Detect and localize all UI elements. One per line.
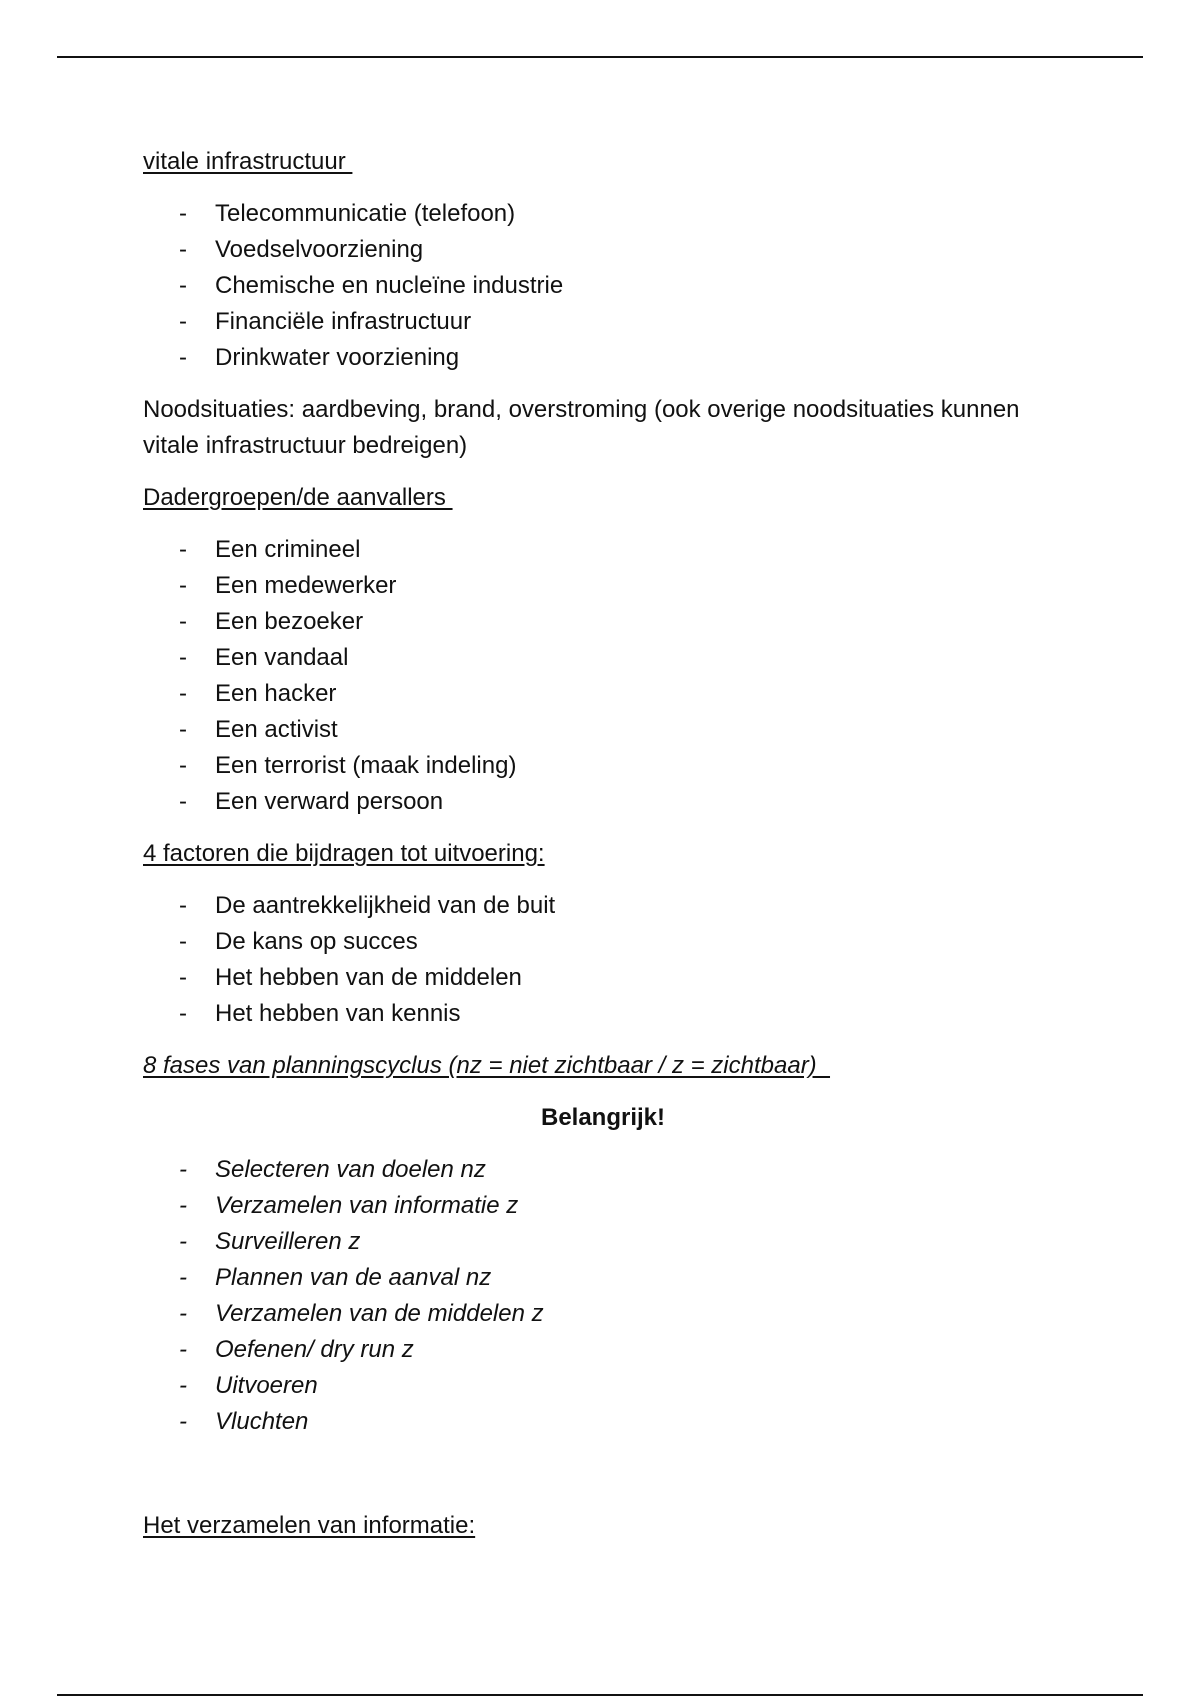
header-rule (57, 56, 1143, 58)
list-item-text: Drinkwater voorziening (215, 344, 460, 371)
list-item (143, 1332, 1063, 1368)
list-item (143, 268, 1063, 304)
list-item-text: Vluchten (215, 1408, 309, 1435)
list-item-text: Een verward persoon (215, 788, 444, 815)
dash-bullet-icon: - (179, 788, 187, 815)
heading-perpetrator-groups: Dadergroepen/de aanvallers (143, 484, 453, 511)
list-item-text: Financiële infrastructuur (215, 308, 472, 335)
dash-bullet-icon: - (179, 928, 187, 955)
list-item (143, 604, 1063, 640)
list-planning-phases (143, 1152, 1063, 1440)
dash-bullet-icon: - (179, 236, 187, 263)
list-item (143, 304, 1063, 340)
list-item-text: Plannen van de aanval nz (215, 1264, 492, 1291)
list-item (143, 1224, 1063, 1260)
dash-bullet-icon: - (179, 1300, 187, 1327)
dash-bullet-icon: - (179, 572, 187, 599)
list-item (143, 1260, 1063, 1296)
list-item-text: Chemische en nucleïne industrie (215, 272, 564, 299)
dash-bullet-icon: - (179, 1408, 187, 1435)
dash-bullet-icon: - (179, 716, 187, 743)
dash-bullet-icon: - (179, 272, 187, 299)
heading-information-gathering: Het verzamelen van informatie: (143, 1512, 476, 1539)
list-item (143, 784, 1063, 820)
dash-bullet-icon: - (179, 200, 187, 227)
document-body (143, 144, 1063, 1560)
footer-rule (57, 1694, 1143, 1696)
list-item-text: Oefenen/ dry run z (215, 1336, 414, 1363)
list-item (143, 996, 1063, 1032)
dash-bullet-icon: - (179, 680, 187, 707)
dash-bullet-icon: - (179, 892, 187, 919)
list-item (143, 568, 1063, 604)
dash-bullet-icon: - (179, 1000, 187, 1027)
list-perpetrator-groups (143, 532, 1063, 820)
list-item (143, 196, 1063, 232)
list-item (143, 888, 1063, 924)
list-item-text: Uitvoeren (215, 1372, 318, 1399)
list-item (143, 532, 1063, 568)
list-item (143, 712, 1063, 748)
list-item (143, 924, 1063, 960)
list-item-text: Een activist (215, 716, 338, 743)
list-item (143, 1152, 1063, 1188)
list-item-text: Een medewerker (215, 572, 397, 599)
dash-bullet-icon: - (179, 964, 187, 991)
list-item-text: De aantrekkelijkheid van de buit (215, 892, 556, 919)
dash-bullet-icon: - (179, 1372, 187, 1399)
list-item (143, 676, 1063, 712)
list-item-text: Een vandaal (215, 644, 349, 671)
list-item-text: Een crimineel (215, 536, 361, 563)
list-item-text: Voedselvoorziening (215, 236, 424, 263)
list-item (143, 748, 1063, 784)
list-item-text: Surveilleren z (215, 1228, 361, 1255)
list-item-text: Een bezoeker (215, 608, 364, 635)
dash-bullet-icon: - (179, 1264, 187, 1291)
list-item (143, 1188, 1063, 1224)
dash-bullet-icon: - (179, 1192, 187, 1219)
list-item-text: Selecteren van doelen nz (215, 1156, 486, 1183)
important-note: Belangrijk! (540, 1104, 666, 1131)
heading-factors: 4 factoren die bijdragen tot uitvoering: (143, 840, 545, 867)
spacer (143, 1456, 1063, 1508)
list-item-text: Telecommunicatie (telefoon) (215, 200, 516, 227)
heading-planning-phases: 8 fases van planningscyclus (nz = niet zichtbaar / z = zichtbaar) (143, 1052, 831, 1079)
heading-vital-infrastructure: vitale infrastructuur (143, 148, 353, 175)
list-item-text: Het hebben van kennis (215, 1000, 461, 1027)
list-item (143, 640, 1063, 676)
list-factors (143, 888, 1063, 1032)
dash-bullet-icon: - (179, 344, 187, 371)
list-vital-infrastructure (143, 196, 1063, 376)
list-item (143, 232, 1063, 268)
list-item (143, 340, 1063, 376)
list-item (143, 1368, 1063, 1404)
list-item-text: Verzamelen van informatie z (215, 1192, 519, 1219)
dash-bullet-icon: - (179, 536, 187, 563)
list-item-text: Een terrorist (maak indeling) (215, 752, 517, 779)
list-item-text: Het hebben van de middelen (215, 964, 522, 991)
paragraph-emergencies: Noodsituaties: aardbeving, brand, overstroming (ook overige noodsituaties kunnen vitale infrastructuur bedreigen) (143, 396, 1020, 459)
list-item-text: De kans op succes (215, 928, 418, 955)
dash-bullet-icon: - (179, 1156, 187, 1183)
dash-bullet-icon: - (179, 644, 187, 671)
list-item-text: Verzamelen van de middelen z (215, 1300, 544, 1327)
list-item (143, 1296, 1063, 1332)
list-item (143, 960, 1063, 996)
dash-bullet-icon: - (179, 608, 187, 635)
list-item-text: Een hacker (215, 680, 337, 707)
dash-bullet-icon: - (179, 1336, 187, 1363)
dash-bullet-icon: - (179, 308, 187, 335)
dash-bullet-icon: - (179, 752, 187, 779)
list-item (143, 1404, 1063, 1440)
dash-bullet-icon: - (179, 1228, 187, 1255)
